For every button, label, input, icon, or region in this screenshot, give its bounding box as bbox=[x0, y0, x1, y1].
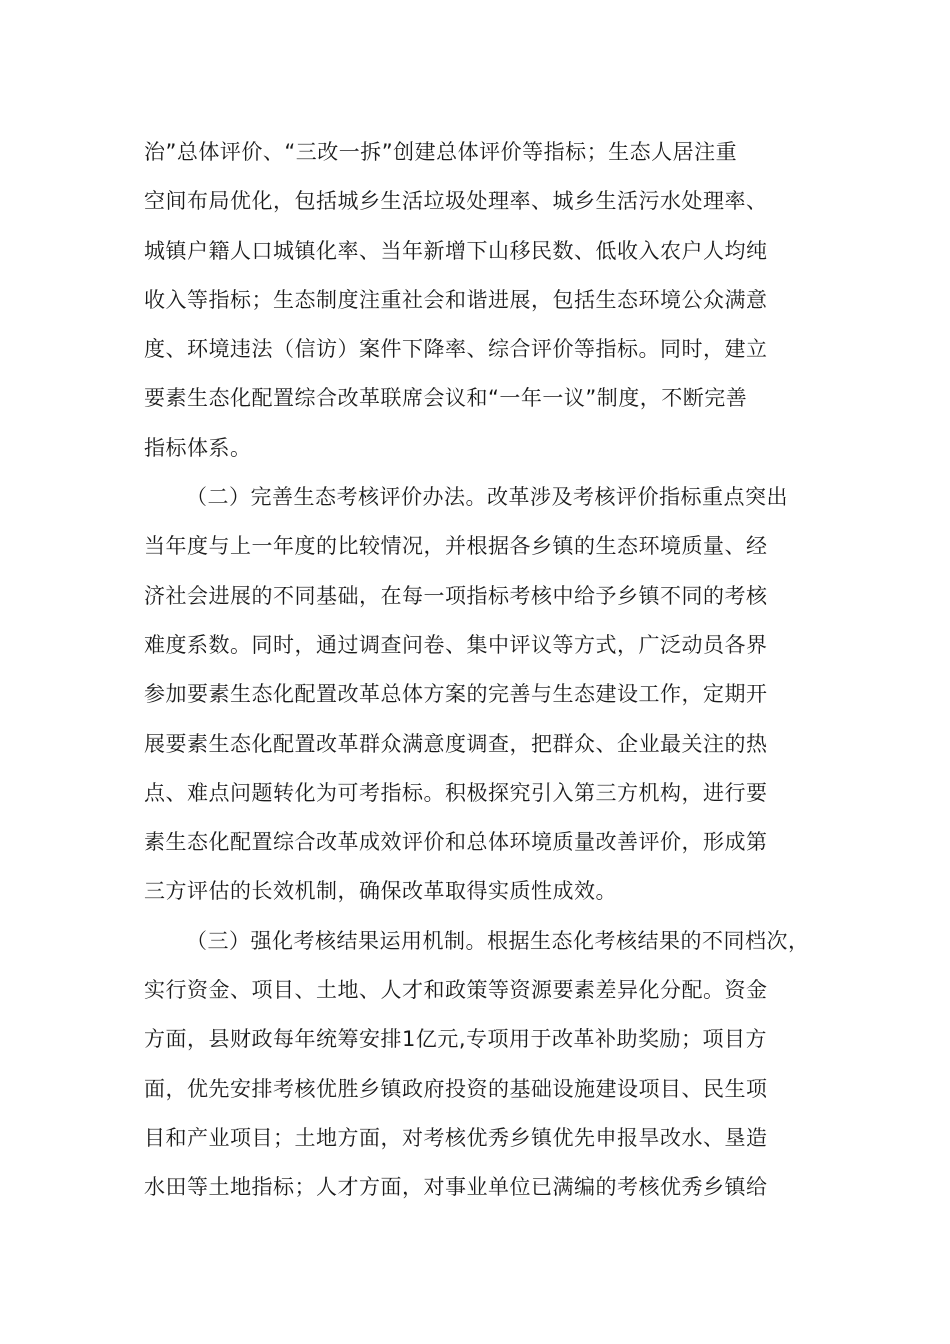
text-line: 实行资金、项目、土地、人才和政策等资源要素差异化分配。资金 bbox=[144, 978, 768, 1003]
text-line: 当年度与上一年度的比较情况，并根据各乡镇的生态环境质量、经 bbox=[144, 534, 768, 559]
text-line: 指标体系。 bbox=[144, 435, 252, 460]
text-line: 点、难点问题转化为可考指标。积极探究引入第三方机构，进行要 bbox=[144, 780, 768, 805]
text-line: 城镇户籍人口城镇化率、当年新增下山移民数、低收入农户人均纯 bbox=[144, 238, 768, 263]
body-text bbox=[144, 128, 824, 1213]
text-line: 收入等指标；生态制度注重社会和谐进展，包括生态环境公众满意 bbox=[144, 287, 768, 312]
text-line: 面，优先安排考核优胜乡镇政府投资的基础设施建设项目、民生项 bbox=[144, 1076, 768, 1101]
text-line: 三方评估的长效机制，确保改革取得实质性成效。 bbox=[144, 879, 617, 904]
text-line: 素生态化配置综合改革成效评价和总体环境质量改善评价，形成第 bbox=[144, 830, 768, 855]
text-line: 济社会进展的不同基础，在每一项指标考核中给予乡镇不同的考核 bbox=[144, 583, 768, 608]
paragraph-start-line: （三）强化考核结果运用机制。根据生态化考核结果的不同档次， bbox=[186, 928, 810, 953]
text-line: 要素生态化配置综合改革联席会议和“一年一议”制度，不断完善 bbox=[144, 386, 748, 411]
text-line: 参加要素生态化配置改革总体方案的完善与生态建设工作，定期开 bbox=[144, 682, 768, 707]
text-line: 水田等土地指标；人才方面，对事业单位已满编的考核优秀乡镇给 bbox=[144, 1175, 768, 1200]
text-line: 治”总体评价、“三改一拆”创建总体评价等指标；生态人居注重 bbox=[144, 140, 738, 164]
text-line: 展要素生态化配置改革群众满意度调查，把群众、企业最关注的热 bbox=[144, 731, 768, 756]
text-line: 难度系数。同时，通过调查问卷、集中评议等方式，广泛动员各界 bbox=[144, 632, 768, 657]
paragraph-start-line: （二）完善生态考核评价办法。改革涉及考核评价指标重点突出 bbox=[186, 485, 788, 510]
text-line: 空间布局优化，包括城乡生活垃圾处理率、城乡生活污水处理率、 bbox=[144, 189, 768, 214]
text-line: 目和产业项目；土地方面，对考核优秀乡镇优先申报旱改水、垦造 bbox=[144, 1125, 768, 1150]
text-line: 方面，县财政每年统筹安排1亿元,专项用于改革补助奖励；项目方 bbox=[144, 1027, 768, 1052]
text-line: 度、环境违法（信访）案件下降率、综合评价等指标。同时，建立 bbox=[144, 337, 768, 362]
